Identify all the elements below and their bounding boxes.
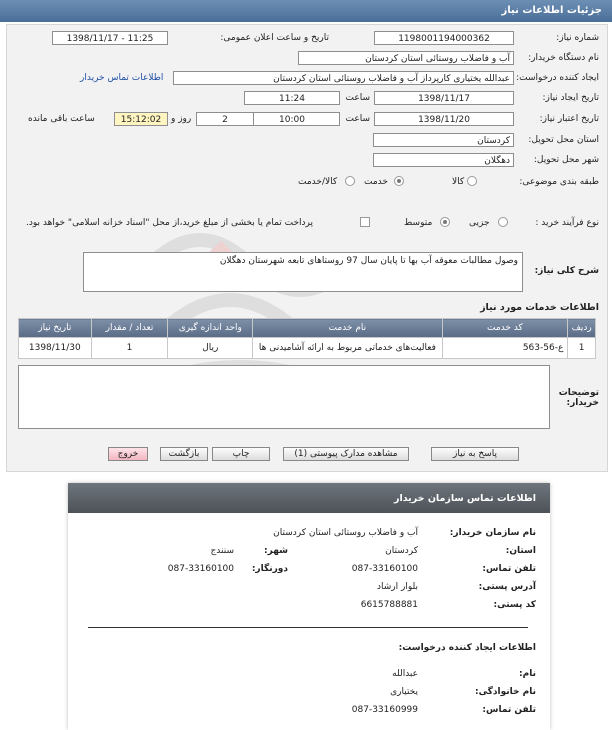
card-postal-value: 6615788881	[360, 600, 418, 610]
card-fax-label: دورنگار:	[251, 564, 288, 574]
col-row: ردیف	[568, 319, 596, 338]
need-number-label: شماره نیاز:	[556, 33, 599, 43]
cell-row: 1	[568, 338, 596, 359]
buyer-org-field: آب و فاضلاب روستائی استان کردستان	[298, 51, 514, 65]
buyer-contact-card	[68, 483, 550, 730]
buyer-notes-box	[18, 365, 550, 429]
creator-phone-value: 087-33160999	[351, 705, 418, 715]
city-field: دهگلان	[373, 153, 514, 167]
category-radio-goods-service[interactable]	[345, 176, 355, 186]
deadline-date-field: 1398/11/20	[374, 112, 514, 126]
province-label: استان محل تحویل:	[528, 135, 599, 145]
announce-field: 1398/11/17 - 11:25	[52, 31, 168, 45]
province-field: کردستان	[373, 133, 514, 147]
contact-card-title: اطلاعات تماس سازمان خریدار	[393, 493, 536, 504]
col-unit: واحد اندازه گیری	[168, 319, 253, 338]
contact-card-header	[68, 483, 550, 513]
card-phone-label: تلفن تماس:	[482, 564, 536, 574]
card-address-value: بلوار ارشاد	[377, 582, 418, 592]
days-label: روز و	[171, 114, 192, 124]
need-number-field: 1198001194000362	[374, 31, 514, 45]
buyer-org-label: نام دستگاه خریدار:	[528, 53, 599, 63]
category-option-goods: کالا	[452, 177, 465, 187]
card-phone-value: 087-33160100	[351, 564, 418, 574]
col-need-date: تاریخ نیاز	[19, 319, 92, 338]
creator-first-name-label: نام:	[519, 669, 536, 679]
services-table	[18, 318, 596, 359]
creator-phone-label: تلفن تماس:	[482, 705, 536, 715]
summary-label: شرح کلی نیاز:	[534, 266, 599, 276]
creator-first-name-value: عبدالله	[392, 669, 418, 679]
remaining-days-field: 2	[196, 112, 254, 126]
card-fax-value: 087-33160100	[167, 564, 234, 574]
buyer-contact-link[interactable]: اطلاعات تماس خریدار	[80, 73, 164, 83]
buyer-notes-label: توضیحات خریدار:	[558, 388, 599, 408]
card-province-value: کردستان	[385, 546, 418, 556]
org-name-label: نام سازمان خریدار:	[449, 528, 536, 538]
cell-need-date: 1398/11/30	[19, 338, 92, 359]
category-label: طبقه بندی موضوعی:	[519, 177, 599, 187]
requester-field: عبدالله یختیاری کارپرداز آب و فاضلاب روستائی استان کردستان	[173, 71, 514, 85]
category-option-goods-service: کالا/خدمت	[298, 177, 338, 187]
services-section-title: اطلاعات خدمات مورد نیاز	[480, 302, 599, 313]
card-city-value: سنندج	[210, 546, 234, 556]
table-row	[19, 338, 596, 359]
card-province-label: استان:	[505, 546, 536, 556]
city-label: شهر محل تحویل:	[533, 155, 599, 165]
created-time-label: ساعت	[345, 93, 370, 103]
creator-last-name-label: نام خانوادگی:	[474, 687, 536, 697]
deadline-time-label: ساعت	[345, 114, 370, 124]
summary-box	[83, 252, 523, 292]
services-header-row	[19, 319, 596, 338]
process-radio-minor[interactable]	[498, 217, 508, 227]
back-button[interactable]: بازگشت	[160, 447, 208, 461]
category-radio-goods[interactable]	[467, 176, 477, 186]
cell-service-code: ع-56-563	[442, 338, 568, 359]
attachments-button[interactable]: مشاهده مدارک پیوستی (1)	[283, 447, 409, 461]
payment-note: پرداخت تمام یا بخشی از مبلغ خرید،از محل "اسناد خزانه اسلامی" خواهد بود.	[26, 218, 314, 228]
treasury-payment-checkbox[interactable]	[360, 217, 370, 227]
remaining-time-field: 15:12:02	[114, 112, 168, 126]
cell-quantity: 1	[91, 338, 168, 359]
cell-unit: ریال	[168, 338, 253, 359]
creator-last-name-value: یختیاری	[390, 687, 418, 697]
category-option-service: خدمت	[364, 177, 388, 187]
process-option-medium: متوسط	[404, 218, 433, 228]
deadline-label: تاریخ اعتبار نیاز:	[539, 114, 599, 124]
remaining-label: ساعت باقی مانده	[28, 114, 95, 124]
col-service-name: نام خدمت	[253, 319, 442, 338]
card-address-label: آدرس پستی:	[478, 582, 536, 592]
card-postal-label: کد پستی:	[493, 600, 536, 610]
page-header	[0, 0, 612, 22]
created-time-field: 11:24	[244, 91, 340, 105]
announce-label: تاریخ و ساعت اعلان عمومی:	[220, 33, 329, 43]
process-option-minor: جزیی	[469, 218, 490, 228]
org-name-value: آب و فاضلاب روستائی استان کردستان	[273, 528, 418, 538]
card-divider	[88, 627, 528, 628]
page-title: جزئیات اطلاعات نیاز	[501, 5, 602, 16]
col-service-code: کد خدمت	[442, 319, 568, 338]
exit-button[interactable]: خروج	[108, 447, 148, 461]
process-radio-medium[interactable]	[440, 217, 450, 227]
process-label: نوع فرآیند خرید :	[535, 218, 599, 228]
summary-text: وصول مطالبات معوقه آب بها تا پایان سال 97 روستاهای تابعه شهرستان دهگلان	[219, 256, 518, 266]
cell-service-name: فعالیت‌های خدماتی مربوط به ارائه آشامیدنی ها	[253, 338, 442, 359]
col-quantity: تعداد / مقدار	[91, 319, 168, 338]
reply-button[interactable]: پاسخ به نیاز	[431, 447, 519, 461]
created-date-field: 1398/11/17	[374, 91, 514, 105]
requester-label: ایجاد کننده درخواست:	[516, 73, 599, 83]
category-radio-service[interactable]	[394, 176, 404, 186]
creator-section-title: اطلاعات ایجاد کننده درخواست:	[398, 643, 536, 653]
print-button[interactable]: چاپ	[212, 447, 270, 461]
card-city-label: شهر:	[264, 546, 288, 556]
created-date-label: تاریخ ایجاد نیاز:	[542, 93, 599, 103]
deadline-time-field: 10:00	[244, 112, 340, 126]
